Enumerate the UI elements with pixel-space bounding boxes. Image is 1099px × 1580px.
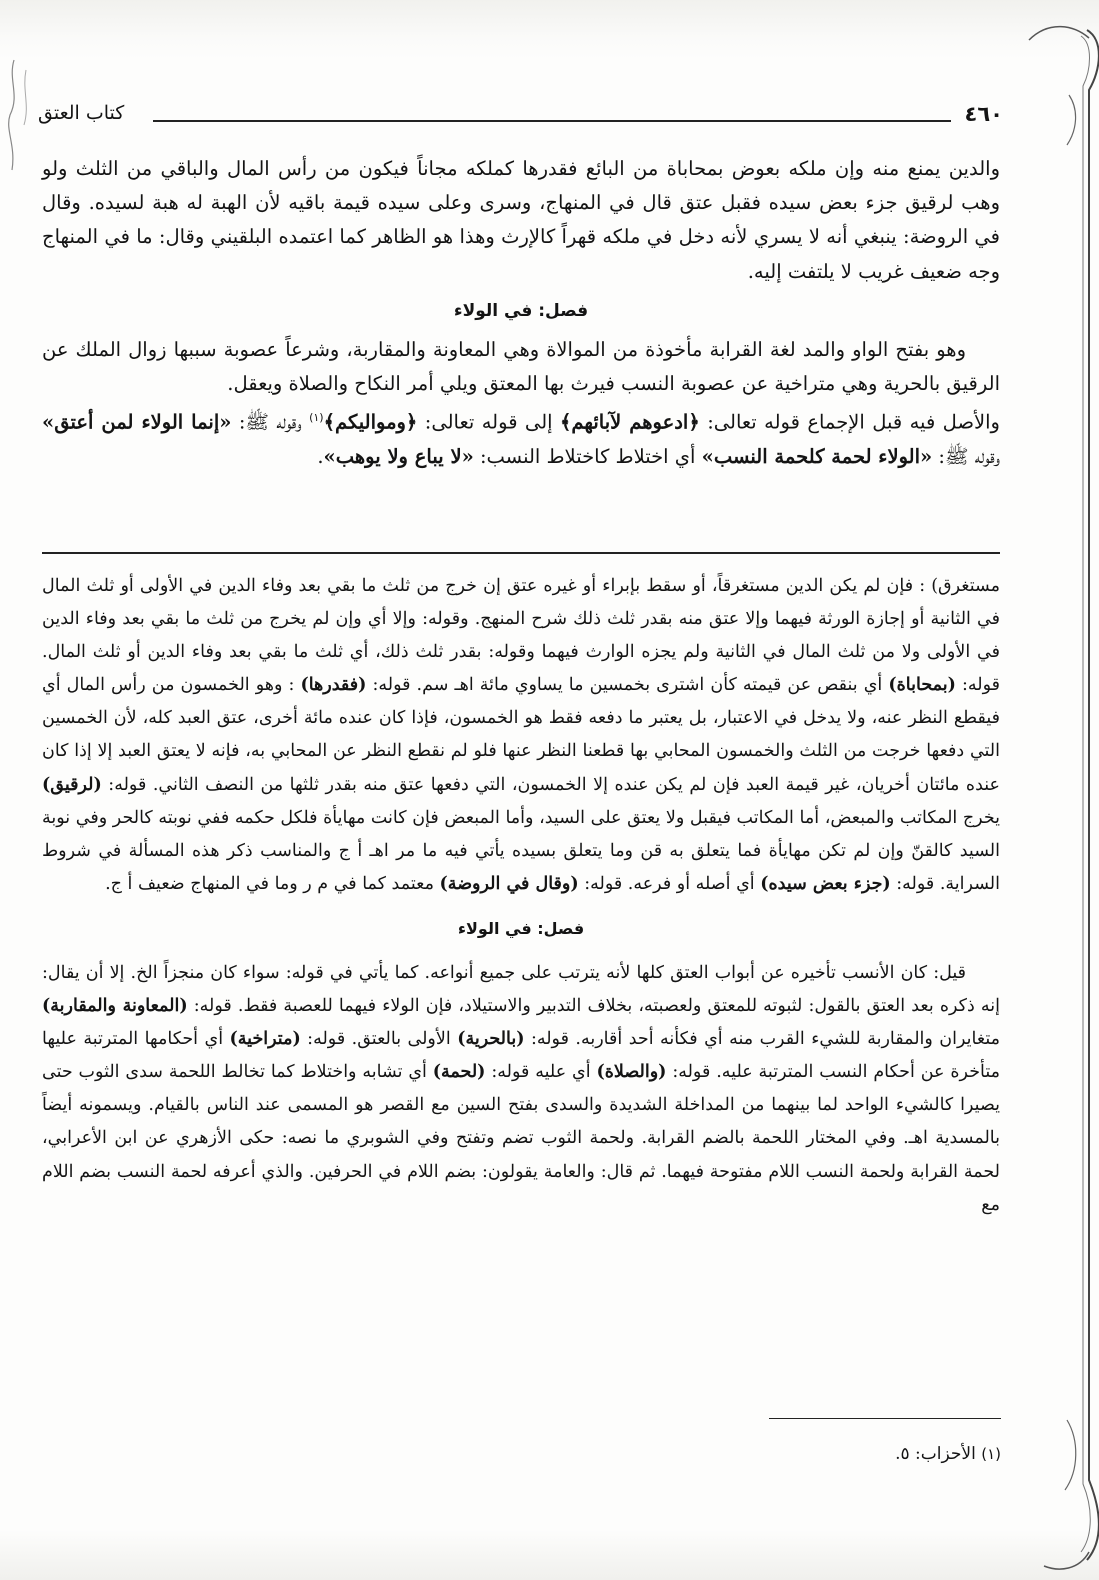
text-commentary-separator bbox=[42, 552, 1000, 554]
text-run: معتمد كما في م ر وما في المنهاج ضعيف أ ج. bbox=[105, 873, 440, 894]
text-run: أي أحكامها المترتبة عليها متأخرة عن أحكام النسب المترتبة عليه. قوله: bbox=[42, 1029, 1001, 1083]
lemma: (وقال في الروضة) bbox=[439, 873, 579, 894]
text-run: يخرج المكاتب والمبعض، أما المكاتب فيقبل ولا يعتق على السيد، وأما المبعض فإن كانت مهايأة فلكل حكمه ففي نوبته كالحر وفي نوبة السيد كالقنّ وإن لم تكن مهايأة فما يتعلق به قن وما يتعلق بسيده يأتي فيه ما مر اهـ أ ج والمناسب ذكر هذه المسألة في شروط السراية. قوله: bbox=[42, 807, 1000, 894]
commentary-section-heading: فصل: في الولاء bbox=[457, 918, 585, 938]
lemma: (فقدرها) bbox=[300, 675, 367, 696]
hadith-quote: «الولاء لحمة كلحمة النسب» bbox=[701, 444, 933, 468]
lemma: (لحمة) bbox=[432, 1062, 486, 1083]
footnote-number: (١) bbox=[981, 1445, 1001, 1463]
text-run: : وهو الخمسون من رأس المال أي فيقطع النظر عنه، ولا يدخل في الاعتبار، بل يعتبر ما دفعه فقط هو الخمسون، فإذا كان عنده مائة أخرى، عتق العبد كله، لأن الخمسين التي دفعها خرجت من الثلث والخمسون المحابي بها قطعنا النظر عنها فلو لم نقطع النظر عن المحابي به، فإنه لا يعتق العبد إلا إذا كان عنده مائتان أخريان، غير قيمة العبد فإن لم يكن عنده إلا الخمسون، التي دفعها عتق منه بقدر ثلثها من النصف الثاني. قوله: bbox=[42, 675, 1000, 795]
main-paragraph-3 bbox=[42, 401, 1000, 474]
left-margin-scribble bbox=[0, 50, 40, 190]
text-run: إلى قوله تعالى: bbox=[417, 410, 560, 434]
text-run: والأصل فيه قبل الإجماع قوله تعالى: bbox=[699, 410, 1000, 434]
text-run: الأولى بالعتق. قوله: bbox=[300, 1029, 458, 1050]
hadith-quote: «إنما الولاء لمن أعتق» bbox=[42, 410, 232, 434]
main-section-heading: فصل: في الولاء bbox=[453, 300, 589, 321]
commentary-text bbox=[42, 570, 1000, 1222]
text-run: أي بنقص عن قيمته كأن اشترى بخمسين ما يساوي مائة اهـ سم. قوله: bbox=[366, 675, 889, 696]
text-run: قيل: كان الأنسب تأخيره عن أبواب العتق كلها لأنه يترتب على جميع أنواعه. كما يأتي في قوله: سواء كان منجزاً الخ. إلا أن يقال: إنه ذكره بعد العتق بالقول: لثبوته للمعتق ولعصبته، بخلاف التدبير والاستيلاد، فإن الولاء فيهما للعصبة فقط. قوله: bbox=[42, 962, 1001, 1017]
commentary-paragraph-1 bbox=[42, 570, 1000, 901]
text-run: وقوله ﷺ: bbox=[932, 444, 1000, 468]
main-paragraph-2: وهو بفتح الواو والمد لغة القرابة مأخوذة من الموالاة وهي المعاونة والمقاربة، وشرعاً عصوبة سببها زوال الملك عن الرقيق بالحرية وهي متراخية عن عصوبة النسب فيرث بها المعتق ويلي أمر النكاح والصلاة ويعقل. bbox=[42, 337, 1000, 396]
text-run: أي أصله أو فرعه. قوله: bbox=[578, 873, 761, 894]
running-header bbox=[38, 100, 1003, 136]
text-run: أي عليه قوله: bbox=[485, 1062, 597, 1083]
text-run: . bbox=[317, 444, 324, 468]
lemma: (المعاونة والمقاربة) bbox=[42, 996, 188, 1017]
footnote-marker: (١) bbox=[309, 411, 324, 425]
text-run: متغايران والمقاربة للشيء القرب منه أي فكأنه أحد أقاربه. قوله: bbox=[524, 1029, 1000, 1050]
lemma: (بمحاباة) bbox=[888, 675, 956, 696]
lemma: (بالحرية) bbox=[457, 1029, 525, 1050]
lemma: (متراخية) bbox=[229, 1029, 301, 1050]
commentary-paragraph-2 bbox=[42, 957, 1000, 1222]
text-run: أي اختلاط كاختلاط النسب: bbox=[473, 444, 702, 468]
footnote bbox=[895, 1444, 1001, 1464]
text-run: أي تشابه واختلاط كما تخالط اللحمة سدى الثوب حتى يصيرا كالشيء الواحد لما بينهما من المداخلة الشديدة والسدى بفتح السين مع القصر هو المسمى عند الناس بالقيام. ويسمونه أيضاً بالمسدية اهـ. وفي المختار اللحمة بالضم القرابة. ولحمة الثوب تضم وتفتح وفي الشوبري ما نصه: حكى الأزهري عن ابن الأعرابي، لحمة القرابة ولحمة النسب اللام مفتوحة فيهما. ثم قال: والعامة يقولون: بضم اللام في الحرفين. والذي أعرفه لحمة النسب بضم اللام مع bbox=[42, 1062, 1000, 1215]
main-paragraph-1: والدين يمنع منه وإن ملكه بعوض بمحاباة من البائع فقدرها كملكه مجاناً فيكون من رأس المال والباقي من الثلث ولو وهب لرقيق جزء بعض سيده فقبل عتق قال في المنهاج، وسرى وعلى سيده قيمة باقيه لأن الهبة له هبة لسيده. وقال في الروضة: ينبغي أنه لا يسري لأنه دخل في ملكه قهراً كالإرث وهذا هو الظاهر كما اعتمده البلقيني وقال: ما في المنهاج وجه ضعيف غريب لا يلتفت إليه. bbox=[42, 157, 1000, 283]
lemma: (لرقيق) bbox=[42, 774, 102, 795]
book-title: كتاب العتق bbox=[38, 102, 125, 124]
text-run: وقوله ﷺ: bbox=[231, 410, 310, 434]
scan-edge-bottom bbox=[0, 1530, 1099, 1580]
page-number: ٤٦٠ bbox=[964, 102, 1003, 126]
scan-edge-top bbox=[0, 0, 1099, 60]
quran-quote: ﴿ومواليكم﴾ bbox=[323, 410, 418, 434]
text-run: مستغرق) : فإن لم يكن الدين مستغرقاً، أو سقط بإبراء أو غيره عتق إن خرج من ثلث ما بقي بعد وفاء الدين في الأولى أو ثلث المال في الثانية أو إجازة الورثة فيهما وإلا عتق منه بقدر ثلث ذلك شرح المنهج. وقوله: وإلا أي وإن لم يخرج من ثلث ما بقي بعد وفاء الدين في الأولى ولا من ثلث المال في الثانية ولم يجزه الوارث فيهما وقوله: بقدر ثلث ذلك، أي ثلث ما بقي بعد وفاء الدين أو ثلث المال. قوله: bbox=[42, 576, 1000, 696]
lemma: (جزء بعض سيده) bbox=[760, 873, 891, 894]
header-rule bbox=[153, 120, 951, 122]
footnote-text: الأحزاب: ٥. bbox=[895, 1444, 976, 1464]
scroll-border-ornament bbox=[1009, 0, 1099, 1580]
footnote-rule bbox=[769, 1418, 1001, 1419]
main-text bbox=[42, 152, 1000, 474]
quran-quote: ﴿ادعوهم لآبائهم﴾ bbox=[559, 410, 700, 434]
hadith-quote: «لا يباع ولا يوهب» bbox=[323, 444, 474, 468]
lemma: (والصلاة) bbox=[596, 1062, 667, 1083]
